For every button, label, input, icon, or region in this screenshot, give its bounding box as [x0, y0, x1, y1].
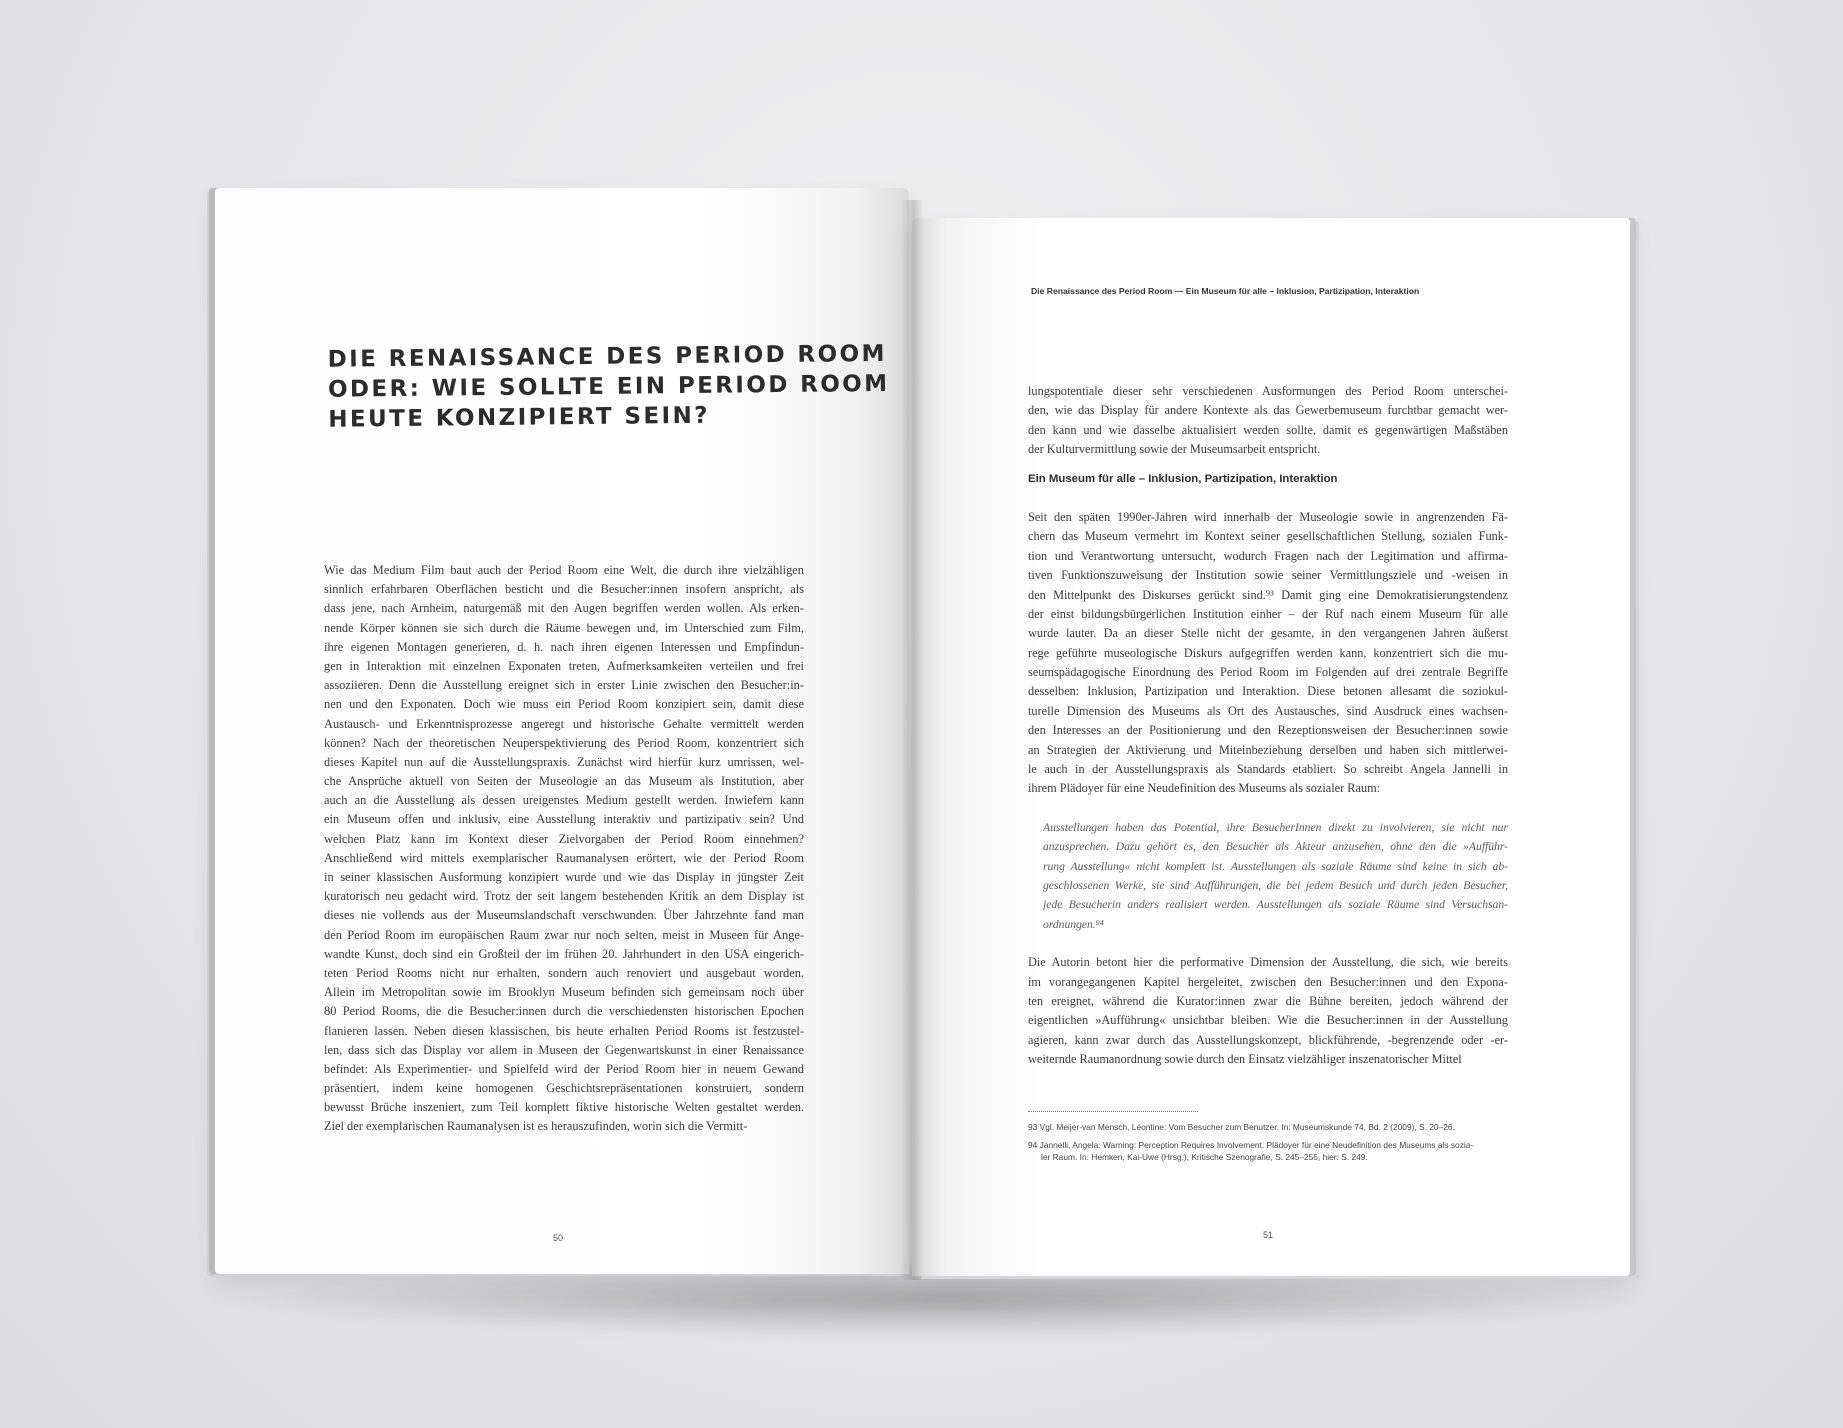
- footnote-line: ler Raum. In: Hemken, Kai-Uwe (Hrsg.), Kritische Szenografie, S. 245–255, hier: S. 249.: [1041, 1152, 1368, 1162]
- text-line: Die Autorin betont hier die performative Dimension der Ausstellung, die sich, wie bereits: [1028, 955, 1508, 970]
- text-line: tion und Verantwortung untersucht, wodurch Fragen nach der Legitimation und affirma-: [1028, 548, 1508, 563]
- text-line: flanieren lassen. Neben diesen klassischen, bis heute erhalten Period Rooms ist festzustel-: [324, 1023, 804, 1038]
- text-line: ten ereignet, während die Kurator:innen zwar die Bühne bereiten, jedoch während der: [1028, 993, 1508, 1008]
- text-line: rung Ausstellung« nicht komplett ist. Ausstellungen als soziale Räume sind keine in sich ab-: [1043, 859, 1508, 873]
- text-line: desselben: Inklusion, Partizipation und Interaktion. Diese betonen allesamt die soziokul-: [1028, 684, 1508, 699]
- text-line: kuratorisch neu gedacht wird. Trotz der seit langem bestehenden Kritik an dem Display ist: [324, 889, 804, 904]
- text-line: geschlossenen Werke, sie sind Aufführungen, die bei jedem Besuch und durch jeden Besucher,: [1043, 878, 1508, 892]
- footnotes: [1028, 1121, 1508, 1169]
- text-line: 80 Period Rooms, die die Besucher:innen durch die verschiedensten historischen Epochen: [324, 1004, 804, 1019]
- text-line: anzusprechen. Dazu gehört es, den Besucher als Akteur anzusehen, ohne den die »Aufführ-: [1043, 840, 1508, 854]
- text-line: dass jene, nach Arnheim, naturgemäß mit den Augen begriffen werden wollen. Als erken-: [324, 601, 804, 616]
- text-line: befindet: Als Experimentier- und Spielfeld wird der Period Room hier in neuem Gewand: [324, 1061, 804, 1076]
- text-line: den, wie das Display für andere Kontexte als das Gewerbemuseum furchtbar gemacht wer-: [1028, 403, 1508, 418]
- intro-paragraph: [1028, 382, 1508, 460]
- block-quote: [1028, 818, 1508, 934]
- text-line: Anschließend wird mittels exemplarischer Raumanalysen erörtert, wie der Period Room: [324, 850, 804, 865]
- text-line: assoziieren. Denn die Ausstellung ereignet sich in erster Linie zwischen den Besucher:in-: [324, 678, 804, 693]
- text-line: jede Besucherin anders realisiert werden. Ausstellungen als soziale Räume sind Versuchsan-: [1043, 898, 1508, 912]
- text-line: dieses nie vollends aus der Museumslandschaft verschwunden. Über Jahrzehnte fand man: [324, 908, 804, 923]
- chapter-title-line: ODER: WIE SOLLTE EIN PERIOD ROOM: [327, 370, 890, 403]
- text-line: wandte Kunst, doch sind ein Großteil der im frühen 20. Jahrhundert in den USA eingerich-: [324, 946, 804, 961]
- text-line: Austausch- und Erkenntnisprozesse angeregt und historische Gehalte vermittelt werden: [324, 716, 804, 731]
- text-line: den Interesses an der Positionierung und den Rezeptionsweisen der Besucher:innen sowie: [1028, 723, 1508, 738]
- text-line: rege geführte museologische Diskurs aufgegriffen werden kann, konzentriert sich die mu-: [1028, 645, 1508, 660]
- text-line: im vorangegangenen Kapitel hergeleitet, zwischen den Besucher:innen und den Exponа-: [1028, 974, 1508, 989]
- text-line: welchen Platz kann im Kontext dieser Zielvorgaben der Period Room einnehmen?: [324, 831, 804, 846]
- text-line: auch an die Ausstellung als dessen ureigenstes Medium gestellt werden. Inwiefern kann: [324, 793, 804, 808]
- text-line: len, dass sich das Display vor allem in Museen der Gegenwartskunst in einer Renaissance: [324, 1042, 804, 1057]
- page-number-right: 51: [1263, 1230, 1274, 1240]
- text-line: weiternde Raumanordnung sowie durch den Einsatz vielzähliger inszenatorischer Mittel: [1028, 1052, 1462, 1067]
- text-line: Wie das Medium Film baut auch der Period Room eine Welt, die durch ihre vielzähligen: [324, 563, 804, 577]
- text-line: den Period Room im europäischen Raum zwar nur noch selten, meist in Museen für Ange-: [324, 927, 804, 942]
- text-line: nen und den Exponaten. Doch wie muss ein Period Room konzipiert sein, damit diese: [324, 697, 804, 712]
- text-line: che Ansprüche aktuell von Seiten der Museologie an das Museum als Institution, aber: [324, 774, 804, 789]
- text-line: Ausstellungen haben das Potential, ihre BesucherInnen direkt zu involvieren, sie nicht nur: [1043, 820, 1508, 834]
- text-line: Allein im Metropolitan sowie im Brooklyn Museum befinden sich gemeinsam noch über: [324, 985, 804, 1000]
- page-number-left: 50: [553, 1233, 564, 1243]
- text-line: ordnungen.⁹⁴: [1043, 917, 1104, 931]
- text-line: ihre eigenen Montagen generieren, d. h. nach ihren eigenen Interessen und Empfindun-: [324, 639, 804, 654]
- right-body-text: [1028, 382, 1508, 1070]
- text-line: können? Nach der theoretischen Neuperspektivierung des Period Room, konzentriert sich: [324, 735, 804, 750]
- text-line: agieren, kann zwar durch das Ausstellungskonzept, blickführende, -begrenzende oder -er-: [1028, 1032, 1508, 1047]
- running-head: Die Renaissance des Period Room — Ein Museum für alle – Inklusion, Partizipation, Interaktion: [1031, 286, 1420, 296]
- paragraph: [1028, 508, 1508, 799]
- paragraph: [1028, 953, 1508, 1069]
- chapter-title-line: HEUTE KONZIPIERT SEIN?: [328, 402, 711, 433]
- left-body-text: [324, 561, 804, 1137]
- text-line: in seiner klassischen Ausformung konzipiert wurde und wie das Display in jüngster Zeit: [324, 870, 804, 884]
- text-line: präsentiert, indem keine homogenen Geschichtsrepräsentationen konstruiert, sondern: [324, 1081, 804, 1096]
- footnote-line: 94 Jannelli, Angela: Warning: Perception Requires Involvement. Plädoyer für eine Neudefinition des Museums als sozia-: [1028, 1140, 1474, 1150]
- text-line: tiven Funktionszuweisung der Institution sowie seiner Vermittlungsziele und -weisen in: [1028, 568, 1508, 583]
- text-line: teten Period Rooms nicht nur erhalten, sondern auch renoviert und ausgebaut worden.: [324, 965, 804, 980]
- text-line: der Kulturvermittlung sowie der Museumsarbeit entspricht.: [1028, 442, 1321, 457]
- text-line: seumspädagogische Einordnung des Period Room im Folgenden auf drei zentrale Begriffe: [1028, 665, 1508, 680]
- text-line: den Mittelpunkt des Diskurses gerückt sind.⁹³ Damit ging eine Demokratisierungstendenz: [1028, 587, 1508, 602]
- text-line: den kann und wie dasselbe aktualisiert werden sollte, damit es gegenwärtigen Maßstäben: [1028, 422, 1508, 437]
- footnote: [1028, 1139, 1508, 1163]
- text-line: turelle Dimension des Museums als Ort des Austausches, sind Ausdruck eines wachsen-: [1028, 703, 1508, 718]
- book-gutter: [900, 200, 924, 1280]
- text-line: gen in Interaktion mit einzelnen Exponaten treten, Aufmerksamkeiten verteilen und frei: [324, 658, 804, 673]
- text-line: lungspotentiale dieser sehr verschiedenen Ausformungen des Period Room unterschei-: [1028, 384, 1508, 398]
- footnote: [1028, 1121, 1508, 1133]
- footnote-rule: [1028, 1111, 1198, 1112]
- text-line: ein Museum offen und inklusiv, eine Ausstellung interaktiv und partizipativ sein? Und: [324, 812, 804, 827]
- chapter-title: [327, 339, 890, 434]
- text-line: sinnlich erfahrbaren Oberflächen besticht und die Besucher:innen insofern anspricht, als: [324, 582, 804, 597]
- text-line: eigentlichen »Aufführung« unsichtbar bleiben. Wie die Besucher:innen in der Ausstellung: [1028, 1013, 1508, 1028]
- chapter-title-line: DIE RENAISSANCE DES PERIOD ROOM: [327, 340, 887, 373]
- text-line: wurde lauter. Da an dieser Stelle nicht der gesamte, in den vergangenen Jahren äußerst: [1028, 626, 1508, 641]
- text-line: ihrem Plädoyer für eine Neudefinition des Museums als sozialer Raum:: [1028, 781, 1381, 796]
- text-line: dieses Kapitel nun auf die Ausstellungspraxis. Zunächst wird hierfür kurz umrissen, wel-: [324, 754, 804, 769]
- text-line: chern das Museum vermehrt im Kontext seiner gesellschaftlichen Stellung, sozialen Funk-: [1028, 529, 1508, 544]
- text-line: bewusst Brüche inszeniert, zum Teil komplett fiktive historische Welten gestaltet werden.: [324, 1100, 804, 1115]
- text-line: le auch in der Ausstellungspraxis als Standards etabliert. So schreibt Angela Jannelli in: [1028, 762, 1508, 777]
- section-subheading: Ein Museum für alle – Inklusion, Partizipation, Interaktion: [1028, 472, 1338, 485]
- text-line: nende Körper können sie sich durch die Räume bewegen und, im Unterschied zum Film,: [324, 620, 804, 635]
- text-line: der einst bildungsbürgerlichen Institution einher – der Ruf nach einem Museum für alle: [1028, 606, 1508, 621]
- text-line: Seit den späten 1990er-Jahren wird innerhalb der Museologie sowie in angrenzenden Fä-: [1028, 509, 1508, 524]
- text-line: Ziel der exemplarischen Raumanalysen ist es herauszufinden, worin sich die Vermitt-: [324, 1119, 748, 1134]
- footnote-line: 93 Vgl. Meijer-van Mensch, Léontine: Vom Besucher zum Benutzer. In: Museumskunde 74, Bd. 2 (2009), S. 20–26.: [1028, 1122, 1455, 1132]
- text-line: an Strategien der Aktivierung und Miteinbeziehung derselben und haben sich mittlerwei-: [1028, 742, 1508, 757]
